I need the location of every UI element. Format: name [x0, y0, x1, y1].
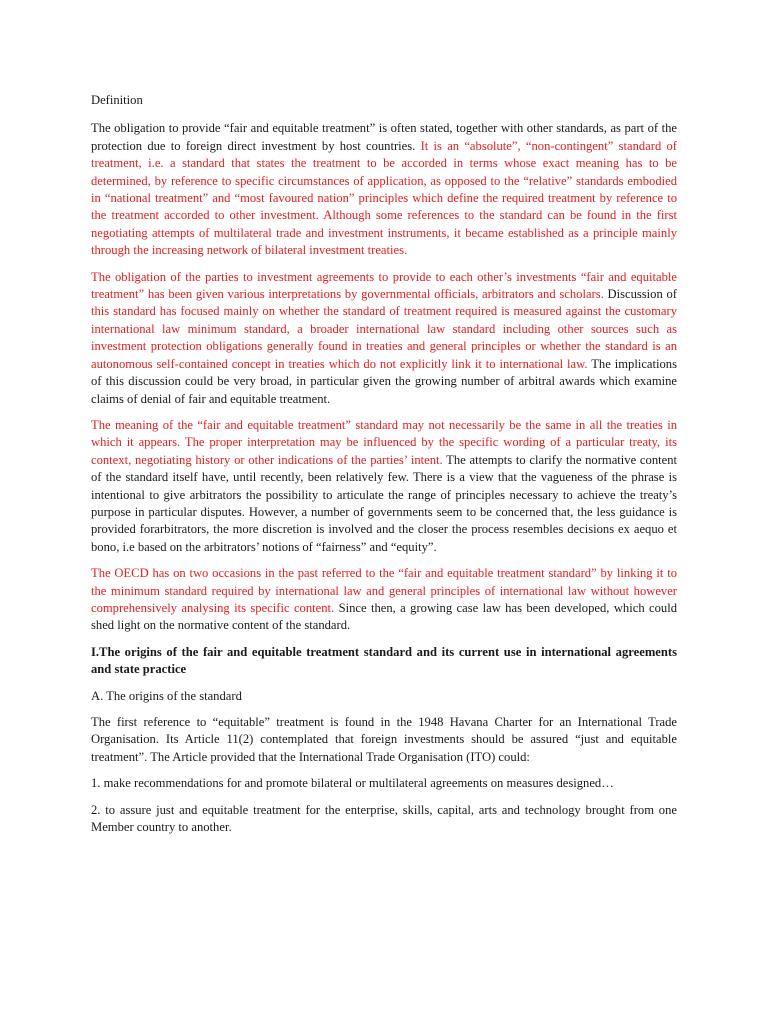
- paragraph-4: [91, 565, 677, 635]
- paragraph-3-highlight: The meaning of the “fair and equitable treatment” standard may not necessarily be the same in all the treaties in which it appears. The proper interpretation may be influenced by the specific wording of a particular treaty, its context, negotiating history or other indications of the parties’ intent.: [91, 417, 677, 467]
- section-heading: I.The origins of the fair and equitable treatment standard and its current use in international agreements and state practice: [91, 644, 677, 677]
- subheading-origins: A. The origins of the standard: [91, 688, 242, 703]
- paragraph-4-text: Since then, a growing case law has been developed, which could shed light on the normative content of the standard.: [91, 600, 677, 633]
- paragraph-4-highlight: The OECD has on two occasions in the past referred to the “fair and equitable treatment standard” by linking it to the minimum standard required by international law and general principles of international law without however comprehensively analysing its specific content.: [91, 566, 677, 615]
- paragraph-3-text: The attempts to clarify the normative content of the standard itself have, until recently, been relatively few. There is a view that the vagueness of the phrase is intentional to give arbitrators the possibility to articulate the range of principles necessary to achieve the treaty’s purpose in particular disputes. However, a number of governments seem to be concerned that, the less guidance is provided forarbitrators, the more discretion is involved and the closer the process resembles decisions ex aequo et bono, i.e based on the arbitrators’ notions of “fairness” and “equity”.: [91, 452, 678, 554]
- paragraph-2-text-1: Discussion of: [603, 287, 677, 302]
- paragraph-1-highlight: It is an “absolute”, “non-contingent” standard of treatment, i.e. a standard that states the treatment to be accorded in terms whose exact meaning has to be determined, by reference to specific circumstances of application, as opposed to the “relative” standards embodied in “national treatment” and “most favoured nation” principles which define the required treatment by reference to the treatment accorded to other investment. Although some references to the standard can be found in the first negotiating attempts of multilateral trade and investment instruments, it became established as a principle mainly through the increasing network of bilateral investment treaties.: [91, 138, 677, 258]
- paragraph-2: [91, 269, 677, 408]
- paragraph-1: [91, 120, 677, 259]
- paragraph-2-highlight-2: this standard has focused mainly on whether the standard of treatment required is measured against the customary international law minimum standard, a broader international law standard including other sources such as investment protection obligations generally found in treaties and general principles or whether the standard is an autonomous self-contained concept in treaties which do not explicitly link it to international law.: [91, 304, 677, 371]
- paragraph-2-highlight-1: The obligation of the parties to investment agreements to provide to each other’s investments “fair and equitable treatment” has been given various interpretations by governmental officials, arbitrators and scholars.: [91, 269, 677, 302]
- paragraph-1-text: The obligation to provide “fair and equitable treatment” is often stated, together with other standards, as part of the protection due to foreign direct investment by host countries.: [91, 121, 677, 153]
- paragraph-2-text-2: The implications of this discussion could be very broad, in particular given the growing number of arbitral awards which examine claims of denial of fair and equitable treatment.: [91, 356, 677, 406]
- list-item-2: 2. to assure just and equitable treatment for the enterprise, skills, capital, arts and technology brought from one Member country to another.: [91, 802, 677, 835]
- list-item-1: 1. make recommendations for and promote bilateral or multilateral agreements on measures designed…: [91, 776, 614, 791]
- paragraph-3: [91, 417, 677, 556]
- definition-heading: Definition: [91, 93, 143, 107]
- paragraph-5: The first reference to “equitable” treatment is found in the 1948 Havana Charter for an International Trade Organisation. Its Article 11(2) contemplated that foreign investments should be assured “just and equitable treatment”. The Article provided that the International Trade Organisation (ITO) could:: [91, 715, 677, 764]
